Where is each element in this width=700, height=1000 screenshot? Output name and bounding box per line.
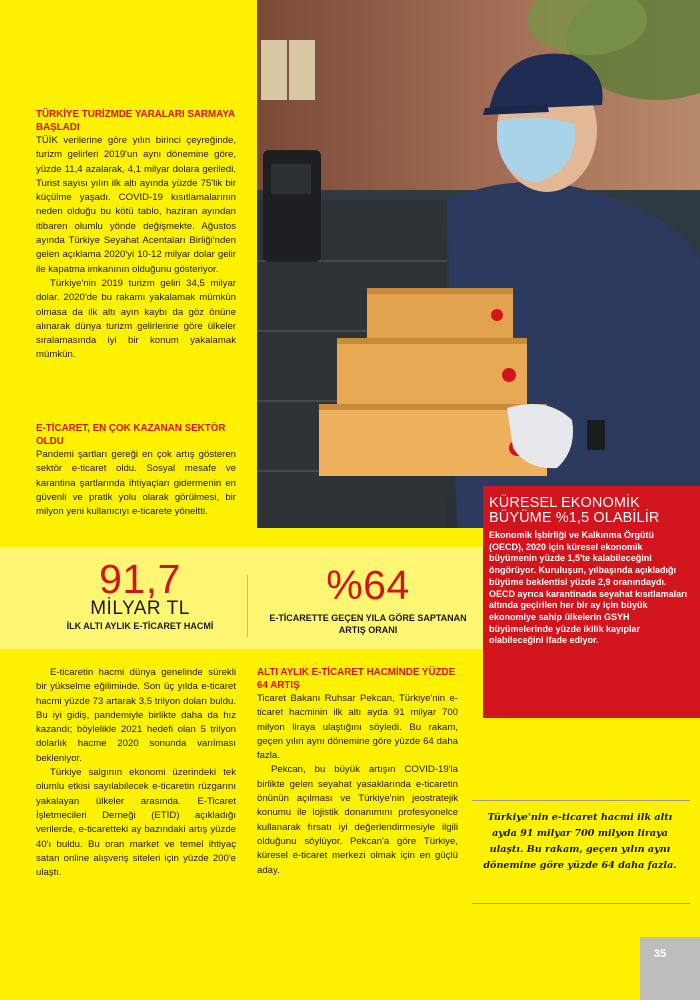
quote-rule-top <box>472 800 690 801</box>
stat-ecommerce-volume <box>40 556 240 632</box>
stat-label: İLK ALTI AYLIK E-TİCARET HACMİ <box>66 621 214 631</box>
pull-quote: Türkiye'nin e-ticaret hacmi ilk altı ayda 91 milyar 700 milyon liraya ulaştı. Bu rakam, geçen yılın aynı dönemine göre yüzde 64 daha fazla. <box>483 812 677 871</box>
page-number: 35 <box>653 948 667 960</box>
box-title: KÜRESEL EKONOMİK BÜYÜME %1,5 OLABİLİR <box>489 495 660 526</box>
paragraph: Pandemi şartları gereği en çok artış gösteren sektör e-ticaret oldu. Sosyal mesafe ve karantina şartlarında ihtiyaçları gidermenin en güvenli ve pratik yolu olarak görülmesi, bir milyon yeni kullanıcıyı e-ticarete yöneltti. <box>36 449 236 518</box>
paragraph: TÜİK verilerine göre yılın birinci çeyreğinde, turizm gelirleri 2019'un aynı dönemine göre, yüzde 11,4 azalarak, 4,1 milyar dolara geriledi. Turist sayısı yılın ilk altı ayında yüzde 75'lik bir küçülme yaşadı. COVID-19 kısıtlamalarının neden olduğu bu kötü tablo, haziran ayından itibaren olumlu yönde değişmekte. Ağustos ayında Türkiye Seyahat Acentaları Birliği'nden gelen açıklama 2020'yi 10-12 milyar dolar gelir ile kapatma imkanının olduğunu gösteriyor. <box>36 135 236 275</box>
stat-growth-rate <box>258 562 478 636</box>
paragraph: Ticaret Bakanı Ruhsar Pekcan, Türkiye'nin e-ticaret hacminin ilk altı ayda 91 milyar 700 milyon liraya ulaştığını söyledi. Bu rakam, geçen yılın aynı dönemine göre yüzde 64 daha fazla. <box>257 693 458 762</box>
box-body <box>489 530 690 647</box>
paragraph: Türkiye'nin 2019 turizm geliri 34,5 milyar dolar. 2020'de bu rakamı yakalamak mümkün olmasa da ilk altı ayın kaybı da göz önüne alınarak dünya turizm gelirlerine göre ülkeler sıralamasında iyi bir konum yakalamak mümkün. <box>36 277 236 361</box>
section-heading: ALTI AYLIK E-TİCARET HACMİNDE YÜZDE 64 ARTIŞ <box>257 667 456 691</box>
bottom-right-column <box>257 666 458 878</box>
paragraph: Türkiye salgının ekonomi üzerindeki tek olumlu etkisi sayılabilecek e-ticaretin rüzgarını yakalayan ülkeler arasında. E-Ticaret İşletmecileri Derneği (ETİD) açıkladığı verilerde, e-ticaretteki ay bazındaki artış yüzde 40'ı buldu. Bu oran market ve temel ihtiyaç satan online alışveriş siteleri için yüzde 200'e ulaştı. <box>36 767 236 879</box>
courier-illustration <box>257 0 700 528</box>
paragraph: Pekcan, bu büyük artışın COVID-19'la birlikte gelen seyahat yasaklarında e-ticaretin önünün açılması ve Türkiye'nin jeostratejik konumu ile lojistik donanımını profesyonelce kullanarak fırsatı iyi değerlendirmesiyle ilgili olduğunu söylüyor. Pekcan'a göre Türkiye, küresel e-ticaret merkezi olmak için en güçlü aday. <box>257 764 458 876</box>
stat-divider <box>247 575 248 637</box>
section-heading: E-TİCARET, EN ÇOK KAZANAN SEKTÖR OLDU <box>36 423 226 447</box>
section-heading: TÜRKİYE TURİZMDE YARALARI SARMAYA BAŞLADI <box>36 109 235 133</box>
stat-number: %64 <box>326 562 410 608</box>
stat-number: 91,7 <box>99 556 181 602</box>
paragraph: E-ticaretin hacmi dünya genelinde sürekli bir yükselme eğilimінde. Son üç yılda e-ticaret hacmi yüzde 73 artarak 3,5 trilyon doları buldu. Bu iyi gidiş, pandemiyle birlikte daha da hız kazandı; böylelikle 2021 hedefi olan 5 trilyon dolarlık hacme 2020 sonunda varılması bekleniyor. <box>36 667 236 764</box>
stat-label: E-TİCARETTE GEÇEN YILA GÖRE SAPTANAN ARTIŞ ORANI <box>269 613 467 635</box>
paragraph: Ekonomik İşbirliği ve Kalkınma Örgütü (OECD), 2020 için küresel ekonomik büyümenin yüzde 1,5'te kalabileceğini öngörüyor. Kuruluşun, yılbaşında açıkladığı büyüme beklentisi yüzde 2,9 oranındaydı. <box>489 530 677 587</box>
page-number-tab <box>640 937 700 1000</box>
section-ecommerce <box>36 422 236 519</box>
section-tourism <box>36 108 236 363</box>
sidebar-box-oecd <box>483 486 700 718</box>
stat-unit: MİLYAR TL <box>90 598 190 619</box>
bottom-left-column <box>36 666 236 880</box>
paragraph: OECD ayrıca karantinada seyahat kısıtlamaları altında geçirilen her bir ay için büyük ekonomiye sahip ülkelerin GSYH büyümelerinde yüzde ikilik kayıplar olabileceğini ifade ediyor. <box>489 588 688 646</box>
courier-photo <box>257 0 700 528</box>
quote-rule-bottom <box>472 903 690 904</box>
